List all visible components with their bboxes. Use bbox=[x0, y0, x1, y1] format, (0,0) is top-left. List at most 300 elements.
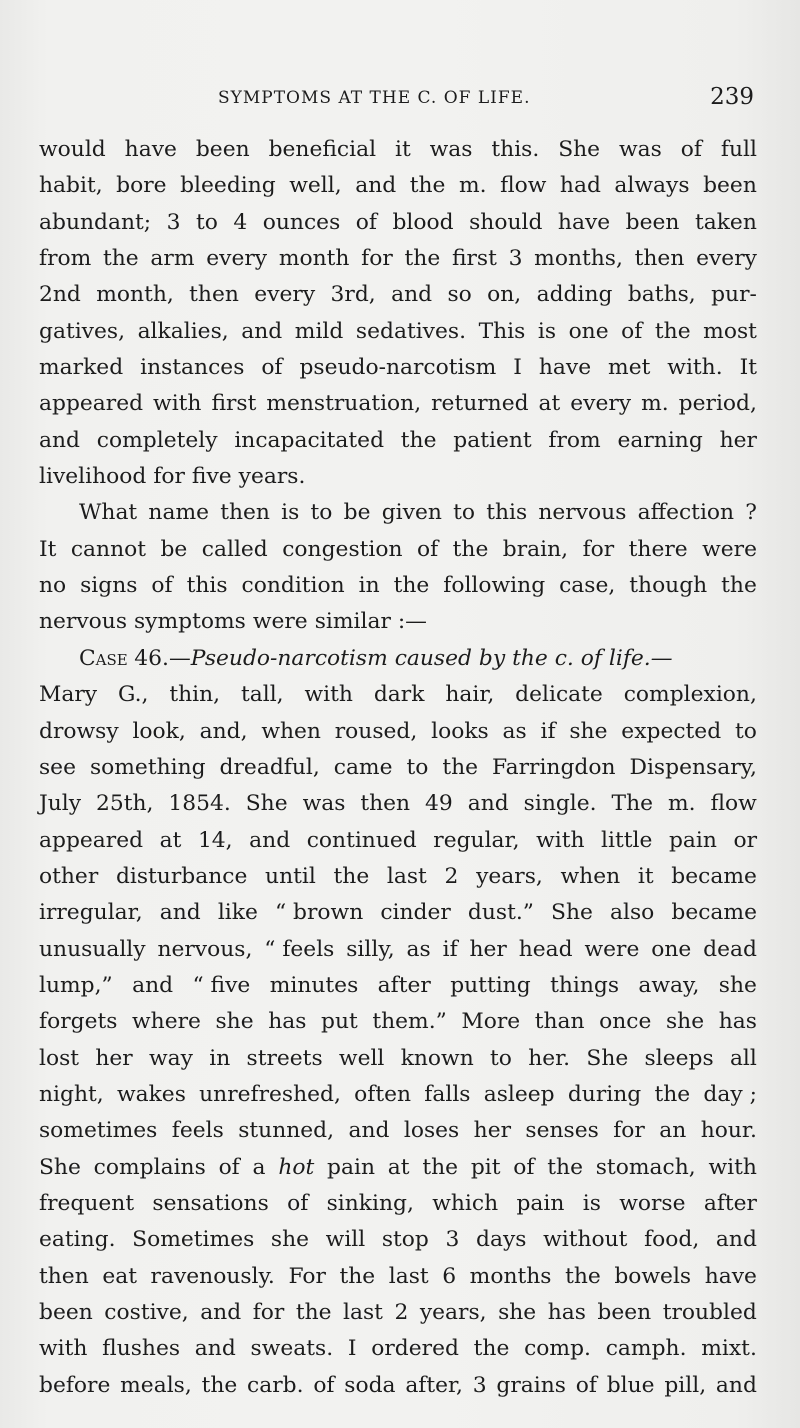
word: She bbox=[558, 137, 601, 162]
word: every bbox=[254, 282, 316, 308]
word: than bbox=[534, 1009, 585, 1035]
word: of bbox=[313, 1372, 335, 1398]
word: soda bbox=[344, 1372, 396, 1398]
word: then bbox=[360, 791, 411, 817]
word: to bbox=[453, 500, 475, 526]
word: day ; bbox=[703, 1081, 757, 1107]
word: comp. bbox=[524, 1336, 591, 1362]
word: :— bbox=[397, 609, 427, 635]
case-title: Pseudo-narcotism caused by the c. of life.— bbox=[190, 645, 673, 671]
word: sweats. bbox=[250, 1336, 334, 1362]
word: after bbox=[703, 1190, 757, 1216]
word: where bbox=[132, 1009, 201, 1035]
word: hour. bbox=[700, 1118, 757, 1144]
word: dreadful, bbox=[219, 754, 320, 780]
word: first bbox=[211, 391, 257, 417]
word: is bbox=[537, 318, 557, 344]
word: have bbox=[704, 1263, 757, 1289]
word: affection bbox=[637, 500, 735, 526]
word: “ feels bbox=[264, 936, 335, 962]
word: first bbox=[451, 246, 497, 272]
word: little bbox=[601, 827, 653, 853]
word: period, bbox=[678, 391, 757, 417]
word: grains bbox=[496, 1372, 566, 1398]
word: met bbox=[608, 355, 651, 381]
text-line bbox=[39, 895, 757, 931]
text-line bbox=[39, 495, 757, 531]
word: camph. bbox=[605, 1336, 687, 1362]
word: her bbox=[719, 427, 757, 453]
word: unusually bbox=[39, 936, 146, 962]
word: m. bbox=[641, 391, 669, 417]
word: if bbox=[442, 936, 458, 962]
word: She bbox=[551, 900, 593, 926]
word: streets bbox=[246, 1045, 323, 1071]
word: she bbox=[718, 972, 757, 998]
word: which bbox=[432, 1190, 499, 1216]
text-line bbox=[39, 168, 757, 204]
word: there bbox=[628, 536, 688, 562]
word: every bbox=[206, 246, 268, 272]
text-line bbox=[39, 1331, 757, 1367]
word: with bbox=[304, 682, 353, 708]
word: see bbox=[39, 754, 76, 780]
word: loses bbox=[403, 1118, 460, 1144]
word: complains bbox=[93, 1154, 206, 1180]
word: five bbox=[191, 464, 232, 490]
word: 3 bbox=[166, 209, 181, 235]
word: and bbox=[241, 318, 283, 344]
word: 2 bbox=[394, 1300, 409, 1325]
word: for bbox=[361, 246, 393, 272]
word: the bbox=[654, 318, 691, 344]
word: blood bbox=[392, 209, 454, 235]
word: then bbox=[220, 500, 270, 526]
word: well, bbox=[289, 173, 342, 199]
word: known bbox=[400, 1045, 474, 1071]
word: the bbox=[452, 536, 489, 562]
word: it bbox=[394, 137, 411, 162]
word: away, bbox=[638, 972, 700, 998]
word: after bbox=[377, 972, 431, 998]
word: of bbox=[287, 1190, 309, 1216]
word: been bbox=[195, 137, 250, 162]
text-line bbox=[39, 423, 757, 459]
word: and bbox=[355, 173, 397, 199]
word: the bbox=[393, 573, 430, 599]
word: bleeding bbox=[180, 173, 276, 199]
word: and bbox=[194, 1336, 236, 1362]
word: pur- bbox=[711, 282, 757, 308]
word: lost bbox=[39, 1045, 80, 1071]
word: pain bbox=[668, 827, 717, 853]
word: adding bbox=[536, 282, 613, 308]
word: ? bbox=[745, 500, 757, 526]
word: 1854. bbox=[168, 791, 231, 817]
word: Farringdon bbox=[491, 754, 616, 780]
word: night, bbox=[39, 1081, 104, 1107]
word: and, bbox=[199, 718, 248, 744]
word: worse bbox=[619, 1190, 686, 1216]
word: dust.” bbox=[467, 900, 534, 926]
word: “ five bbox=[192, 972, 251, 998]
word: until bbox=[265, 863, 316, 889]
word: roused, bbox=[334, 718, 418, 744]
word: pain bbox=[516, 1190, 565, 1216]
word: ravenously. bbox=[150, 1263, 275, 1289]
word: congestion bbox=[282, 536, 403, 562]
word: the bbox=[400, 427, 437, 453]
word: would bbox=[39, 137, 106, 162]
body-text bbox=[39, 132, 757, 1404]
word: and bbox=[200, 1300, 242, 1325]
word: with bbox=[153, 391, 202, 417]
word: minutes bbox=[269, 972, 359, 998]
word: every bbox=[696, 246, 757, 272]
word: July bbox=[39, 791, 82, 817]
word: I bbox=[513, 355, 522, 381]
word: all bbox=[729, 1045, 757, 1071]
text-line bbox=[39, 568, 757, 604]
word: something bbox=[89, 754, 206, 780]
word: sedatives. bbox=[355, 318, 467, 344]
word: will bbox=[325, 1227, 366, 1253]
word: dead bbox=[703, 936, 757, 962]
running-head: SYMPTOMS AT THE C. OF LIFE. bbox=[218, 88, 531, 108]
text-line bbox=[39, 604, 757, 640]
word: last bbox=[343, 1300, 383, 1325]
word: cinder bbox=[380, 900, 451, 926]
word: following bbox=[443, 573, 546, 599]
text-line bbox=[39, 205, 757, 241]
text-line bbox=[39, 823, 757, 859]
word: the bbox=[103, 246, 139, 272]
word: stomach, bbox=[595, 1154, 696, 1180]
text-line bbox=[39, 1004, 757, 1040]
word: 4 bbox=[233, 209, 248, 235]
word: bore bbox=[116, 173, 167, 199]
text-line bbox=[39, 1259, 757, 1295]
word: for bbox=[153, 464, 185, 490]
word: an bbox=[659, 1118, 687, 1144]
word: of bbox=[261, 355, 283, 381]
word: was bbox=[429, 137, 473, 162]
word: alkalies, bbox=[137, 318, 229, 344]
word: baths, bbox=[627, 282, 696, 308]
word: marked bbox=[39, 355, 124, 381]
text-line bbox=[39, 968, 757, 1004]
word: the bbox=[422, 1154, 459, 1180]
word: then bbox=[39, 1263, 89, 1289]
word: if bbox=[540, 718, 556, 744]
word: without bbox=[543, 1227, 628, 1253]
text-line bbox=[39, 241, 757, 277]
word: expected bbox=[621, 718, 722, 744]
word: in bbox=[358, 573, 380, 599]
word: asleep bbox=[483, 1081, 555, 1107]
word: head bbox=[518, 936, 573, 962]
word: hair, bbox=[445, 682, 495, 708]
word: be bbox=[160, 536, 188, 562]
word: irregular, bbox=[39, 900, 143, 926]
word: at bbox=[159, 827, 182, 853]
word: had bbox=[559, 173, 601, 199]
word: the bbox=[409, 173, 446, 199]
word: became bbox=[671, 900, 757, 926]
text-line bbox=[39, 132, 757, 168]
word: her. bbox=[528, 1045, 571, 1071]
word: sometimes bbox=[39, 1118, 158, 1144]
word: the bbox=[333, 863, 370, 889]
word: beneficial bbox=[268, 137, 377, 162]
text-line bbox=[39, 1186, 757, 1222]
word: before bbox=[39, 1372, 111, 1398]
word: 3 bbox=[445, 1227, 460, 1253]
word: has bbox=[547, 1300, 586, 1325]
word: instances bbox=[140, 355, 245, 381]
word: no bbox=[39, 573, 67, 599]
word: for bbox=[613, 1118, 645, 1144]
word: then bbox=[189, 282, 239, 308]
word: What bbox=[79, 500, 138, 526]
word: She bbox=[245, 791, 288, 817]
word: were bbox=[584, 936, 640, 962]
word: is bbox=[281, 500, 300, 526]
page-number: 239 bbox=[710, 84, 754, 110]
word: once bbox=[599, 1009, 652, 1035]
word: Sometimes bbox=[132, 1227, 255, 1253]
word: costive, bbox=[104, 1300, 189, 1325]
case-heading-line bbox=[39, 641, 757, 677]
word: and bbox=[348, 1118, 390, 1144]
word: of bbox=[575, 1372, 597, 1398]
word: though bbox=[629, 573, 708, 599]
word: ordered bbox=[371, 1336, 459, 1362]
word: looks bbox=[431, 718, 489, 744]
word: been bbox=[597, 1300, 652, 1325]
word: pain bbox=[327, 1154, 375, 1180]
word: of bbox=[680, 137, 702, 162]
word: been bbox=[703, 173, 757, 199]
word: Mary bbox=[39, 682, 98, 708]
word: the bbox=[547, 1154, 583, 1180]
word: unrefreshed, bbox=[199, 1081, 341, 1107]
word: silly, bbox=[346, 936, 395, 962]
word: I bbox=[347, 1336, 357, 1362]
word: has bbox=[268, 1009, 307, 1035]
word: and bbox=[715, 1227, 757, 1253]
word: her bbox=[469, 936, 507, 962]
word: to bbox=[196, 209, 218, 235]
word: of bbox=[218, 1154, 240, 1180]
word: then bbox=[634, 246, 685, 272]
word: most bbox=[703, 318, 757, 344]
word: at bbox=[387, 1154, 410, 1180]
word: from bbox=[548, 427, 601, 453]
word: abundant; bbox=[39, 209, 152, 235]
text-line bbox=[39, 532, 757, 568]
word: nervous bbox=[39, 609, 128, 635]
word: every bbox=[570, 391, 632, 417]
word: 3 bbox=[472, 1372, 487, 1398]
word: the bbox=[442, 754, 479, 780]
word: The bbox=[611, 791, 654, 817]
word: during bbox=[567, 1081, 642, 1107]
word: for bbox=[252, 1300, 285, 1325]
word: meals, bbox=[120, 1372, 192, 1398]
word: the bbox=[295, 1300, 332, 1325]
word: regular, bbox=[433, 827, 520, 853]
word: became bbox=[671, 863, 757, 889]
word: things bbox=[550, 972, 620, 998]
word: menstruation, bbox=[266, 391, 422, 417]
word: mixt. bbox=[701, 1336, 757, 1362]
word: to bbox=[490, 1045, 512, 1071]
word: the bbox=[473, 1336, 510, 1362]
word: bowels bbox=[614, 1263, 692, 1289]
word: senses bbox=[525, 1118, 599, 1144]
word: flushes bbox=[102, 1336, 181, 1362]
word: For bbox=[288, 1263, 326, 1289]
word: last bbox=[386, 863, 427, 889]
word: with bbox=[708, 1154, 757, 1180]
word: month bbox=[278, 246, 350, 272]
word: were bbox=[702, 536, 757, 562]
text-line bbox=[39, 714, 757, 750]
word: has bbox=[718, 1009, 757, 1035]
word: incapacitated bbox=[234, 427, 385, 453]
word: was bbox=[619, 137, 662, 162]
word: month, bbox=[96, 282, 174, 308]
case-label: Case bbox=[79, 645, 128, 671]
word: More bbox=[461, 1009, 521, 1035]
word: been bbox=[625, 209, 680, 235]
word: was bbox=[302, 791, 346, 817]
text-line bbox=[39, 1368, 757, 1404]
word: flow bbox=[710, 791, 757, 817]
word: nervous bbox=[538, 500, 627, 526]
text-line bbox=[39, 859, 757, 895]
word: years, bbox=[419, 1300, 487, 1325]
word: in bbox=[209, 1045, 231, 1071]
word: eating. bbox=[39, 1227, 116, 1253]
word: m. bbox=[667, 791, 696, 817]
word: and bbox=[249, 827, 291, 853]
word: with. bbox=[667, 355, 723, 381]
text-line bbox=[39, 750, 757, 786]
word: forgets bbox=[39, 1009, 118, 1035]
word: eat bbox=[102, 1263, 137, 1289]
word: m. bbox=[458, 173, 487, 199]
word: like bbox=[217, 900, 258, 926]
word: flow bbox=[500, 173, 547, 199]
case-number: 46.— bbox=[134, 645, 191, 671]
word: cannot bbox=[70, 536, 146, 562]
word: and bbox=[715, 1372, 757, 1398]
word: and bbox=[159, 900, 201, 926]
word: her bbox=[95, 1045, 133, 1071]
word: after, bbox=[405, 1372, 463, 1398]
word: carb. bbox=[247, 1372, 304, 1398]
word: pseudo-narcotism bbox=[299, 355, 497, 381]
word: similar bbox=[314, 609, 391, 635]
word: often bbox=[354, 1081, 412, 1107]
word: taken bbox=[694, 209, 757, 235]
word: It bbox=[739, 355, 757, 381]
word: months, bbox=[534, 246, 623, 272]
text-line bbox=[39, 1150, 757, 1186]
word: She bbox=[39, 1154, 81, 1180]
word: her bbox=[473, 1118, 512, 1144]
word: other bbox=[39, 863, 99, 889]
word: she bbox=[569, 718, 608, 744]
word: as bbox=[502, 718, 527, 744]
word: she bbox=[270, 1227, 310, 1253]
text-line bbox=[39, 1077, 757, 1113]
word: complexion, bbox=[623, 682, 757, 708]
word: the bbox=[404, 246, 441, 272]
word: as bbox=[406, 936, 431, 962]
word: from bbox=[39, 246, 92, 272]
word: falls bbox=[424, 1081, 471, 1107]
word: This bbox=[478, 318, 526, 344]
word: sinking, bbox=[326, 1190, 414, 1216]
word: way bbox=[148, 1045, 193, 1071]
word: look, bbox=[132, 718, 186, 744]
word: came bbox=[333, 754, 393, 780]
text-line bbox=[39, 386, 757, 422]
word: earning bbox=[617, 427, 703, 453]
word: putting bbox=[450, 972, 531, 998]
word: name bbox=[148, 500, 210, 526]
word: 14, bbox=[197, 827, 233, 853]
word: delicate bbox=[515, 682, 603, 708]
word: this bbox=[186, 573, 228, 599]
word: ounces bbox=[262, 209, 341, 235]
word: called bbox=[201, 536, 268, 562]
word: hot bbox=[278, 1154, 315, 1180]
word: condition bbox=[241, 573, 345, 599]
word: so bbox=[447, 282, 472, 308]
word: case, bbox=[559, 573, 616, 599]
word: of bbox=[621, 318, 643, 344]
word: lump,” bbox=[39, 972, 113, 998]
word: when bbox=[560, 863, 621, 889]
word: always bbox=[614, 173, 690, 199]
word: single. bbox=[523, 791, 597, 817]
word: of bbox=[355, 209, 377, 235]
text-line bbox=[39, 932, 757, 968]
word: them.” bbox=[372, 1009, 447, 1035]
text-line bbox=[39, 1295, 757, 1331]
word: last bbox=[388, 1263, 429, 1289]
word: of bbox=[513, 1154, 535, 1180]
word: should bbox=[469, 209, 543, 235]
word: feels bbox=[171, 1118, 224, 1144]
word: of bbox=[151, 573, 173, 599]
word: years, bbox=[476, 863, 543, 889]
word: She bbox=[586, 1045, 629, 1071]
word: sensations bbox=[152, 1190, 269, 1216]
word: and bbox=[467, 791, 509, 817]
word: have bbox=[124, 137, 177, 162]
text-line bbox=[39, 314, 757, 350]
word: completely bbox=[96, 427, 218, 453]
word: days bbox=[476, 1227, 527, 1253]
word: the bbox=[201, 1372, 238, 1398]
word: 25th, bbox=[96, 791, 154, 817]
word: this. bbox=[491, 137, 540, 162]
